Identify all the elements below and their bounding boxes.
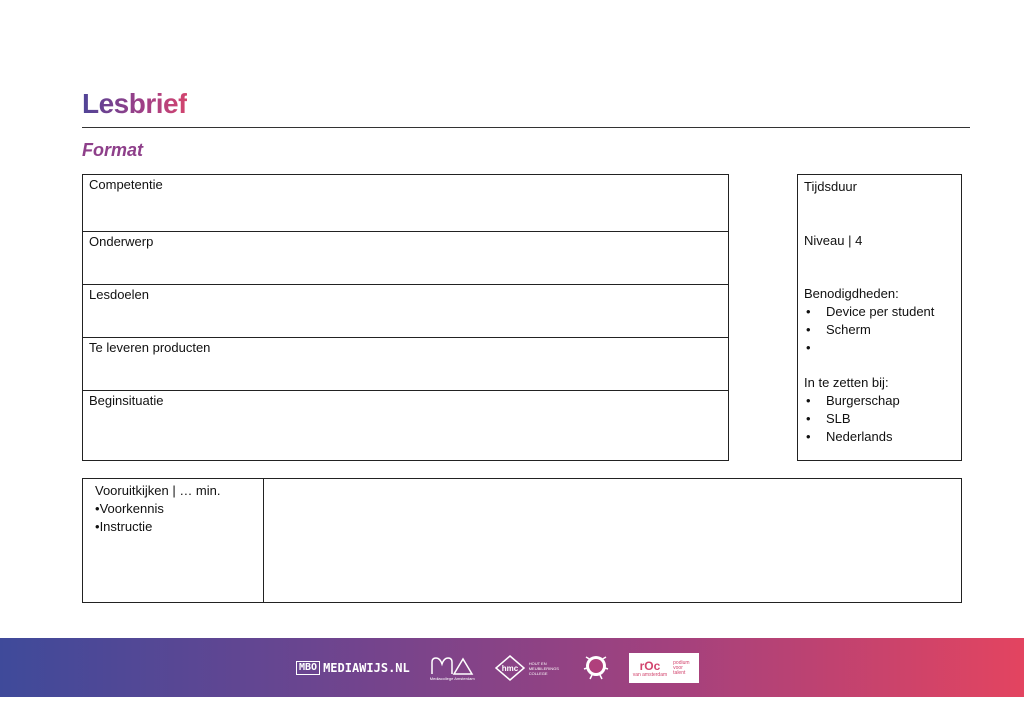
roc-top-logo <box>583 651 609 686</box>
phase-list <box>95 500 251 536</box>
table-row <box>83 338 728 391</box>
apply-label: In te zetten bij: <box>804 375 889 390</box>
hmc-logo: hmc HOUT EN MEUBILERINGS COLLEGE <box>495 655 563 681</box>
mbo-mediawijs-logo: MBO MEDIAWIJS.NL <box>296 661 410 675</box>
level-line <box>804 232 955 250</box>
materials-list <box>804 303 955 357</box>
phase-table <box>82 478 962 603</box>
phase-cell <box>83 479 264 602</box>
row-label-competentie: Competentie <box>89 177 163 192</box>
list-item: • Burgerschap <box>804 392 955 410</box>
mediacollege-logo: Mediacollege Amsterdam <box>430 656 475 681</box>
duration-label: Tijdsduur <box>804 179 857 194</box>
list-item: • Instructie <box>95 518 251 536</box>
roc-amsterdam-logo: rOc van amsterdam podium voor talent <box>629 653 699 683</box>
level-value: | 4 <box>844 233 863 248</box>
list-item: • Voorkennis <box>95 500 251 518</box>
title-divider <box>82 127 970 128</box>
list-item: • Nederlands <box>804 428 955 446</box>
phase-label: Vooruitkijken <box>95 483 169 498</box>
table-row <box>83 391 728 460</box>
list-item <box>804 339 955 357</box>
list-item: • Scherm <box>804 321 955 339</box>
apply-list <box>804 392 955 446</box>
document-title: Lesbrief <box>82 86 187 122</box>
list-item: • Device per student <box>804 303 955 321</box>
ma-icon <box>430 656 474 676</box>
row-label-beginsituatie: Beginsituatie <box>89 393 164 408</box>
partner-logos <box>296 655 699 681</box>
list-item: • SLB <box>804 410 955 428</box>
roc-top-icon <box>583 651 609 681</box>
materials-label: Benodigdheden: <box>804 286 899 301</box>
phase-heading <box>95 482 251 500</box>
hmc-icon <box>495 655 525 681</box>
side-panel <box>797 174 962 461</box>
row-label-lesdoelen: Lesdoelen <box>89 287 149 302</box>
table-row <box>83 232 728 285</box>
footer-banner <box>0 638 1024 697</box>
document-subtitle: Format <box>82 140 144 160</box>
table-row <box>83 175 728 232</box>
svg-text:hmc: hmc <box>501 664 518 673</box>
main-info-table <box>82 174 729 461</box>
phase-duration: | … min. <box>168 483 221 498</box>
table-row <box>83 285 728 338</box>
row-label-onderwerp: Onderwerp <box>89 234 154 249</box>
row-label-producten: Te leveren producten <box>89 340 211 355</box>
level-label: Niveau <box>804 233 845 248</box>
